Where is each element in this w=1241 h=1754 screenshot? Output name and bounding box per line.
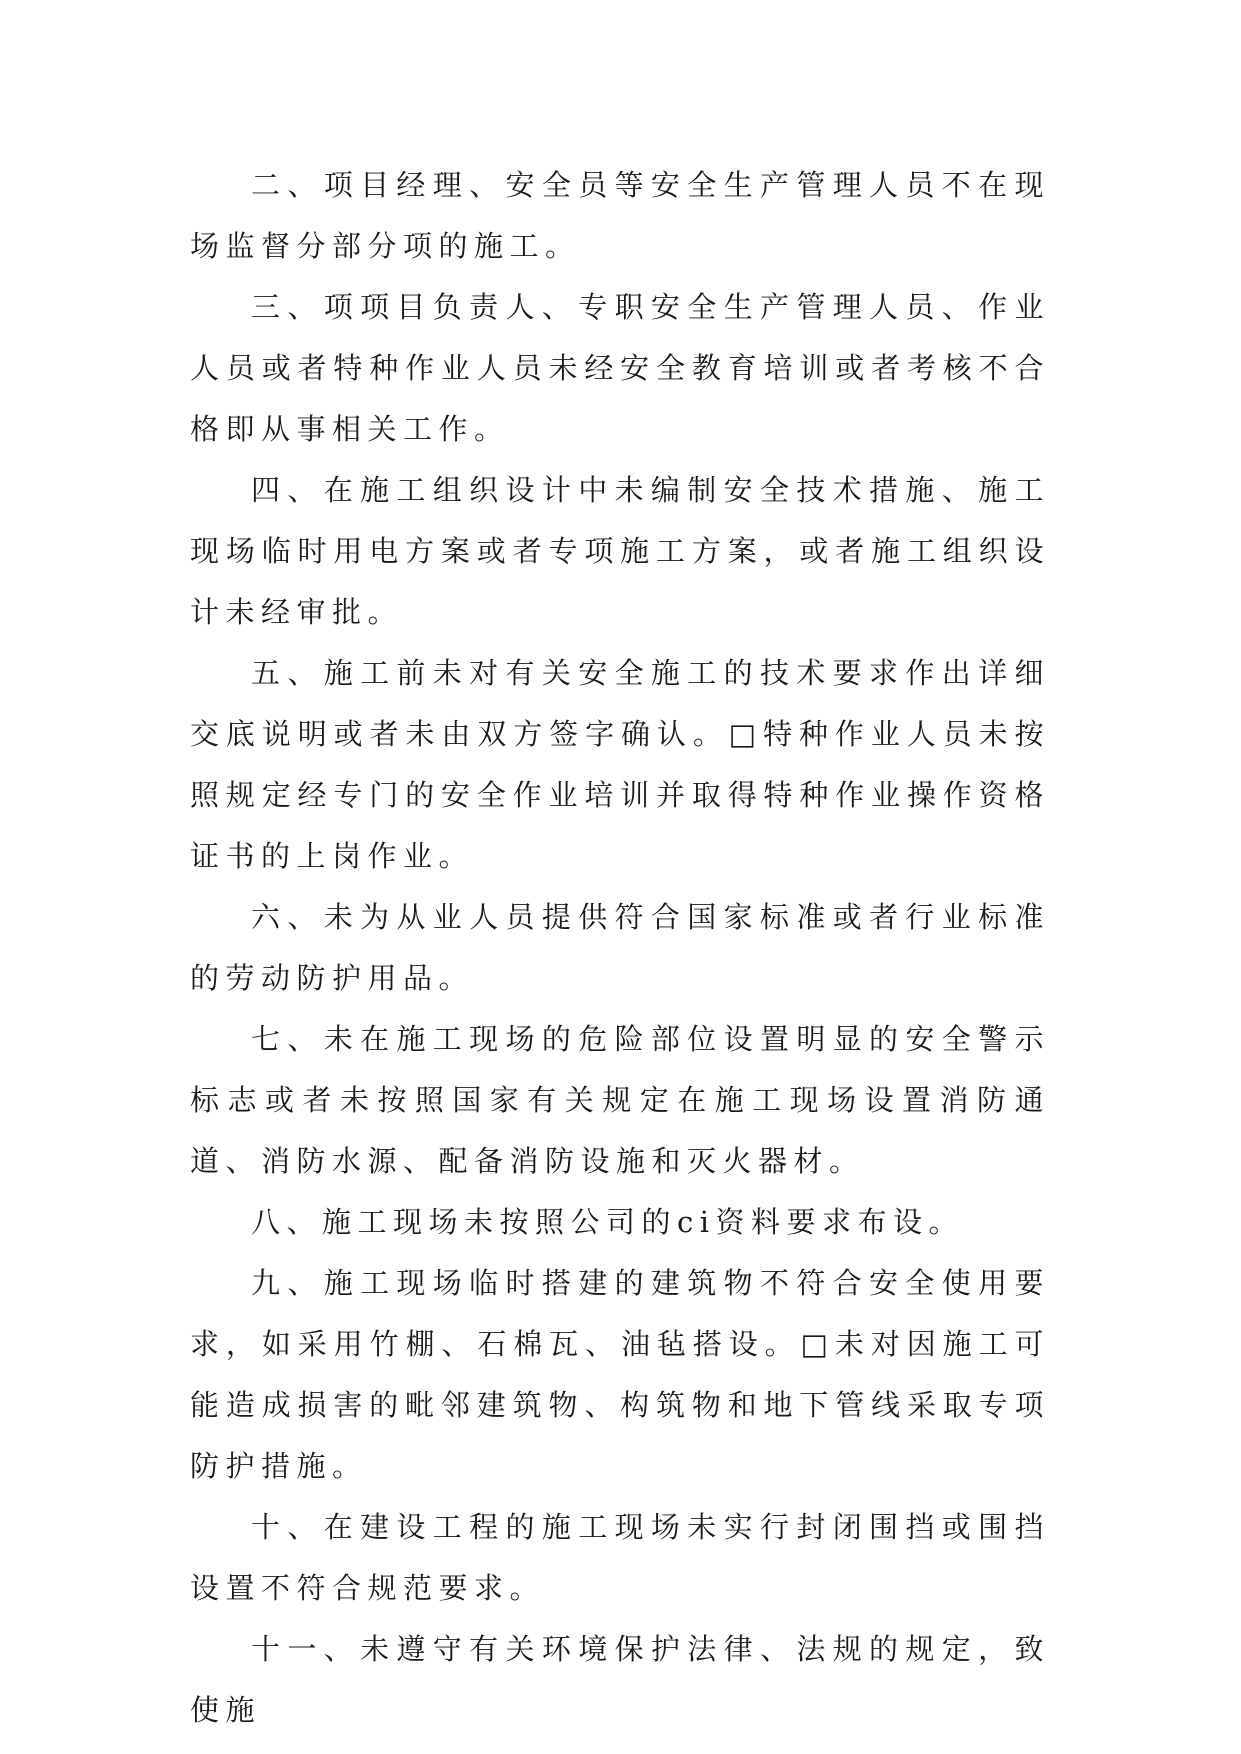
paragraph-3: 三、项项目负责人、专职安全生产管理人员、作业人员或者特种作业人员未经安全教育培训或者考核不合格即从事相关工作。 (190, 290, 1050, 446)
paragraph-6: 六、未为从业人员提供符合国家标准或者行业标准的劳动防护用品。 (190, 900, 1050, 995)
paragraph-7: 七、未在施工现场的危险部位设置明显的安全警示标志或者未按照国家有关规定在施工现场设置消防通道、消防水源、配备消防设施和灭火器材。 (190, 1022, 1050, 1178)
paragraph-5: 五、施工前未对有关安全施工的技术要求作出详细交底说明或者未由双方签字确认。□特种作业人员未按照规定经专门的安全作业培训并取得特种作业操作资格证书的上岗作业。 (190, 656, 1050, 873)
paragraph-11: 十一、未遵守有关环境保护法律、法规的规定，致使施 (190, 1632, 1050, 1727)
paragraph-8: 八、施工现场未按照公司的ci资料要求布设。 (251, 1205, 965, 1239)
paragraph-9: 九、施工现场临时搭建的建筑物不符合安全使用要求，如采用竹棚、石棉瓦、油毡搭设。□未对因施工可能造成损害的毗邻建筑物、构筑物和地下管线采取专项防护措施。 (190, 1266, 1050, 1483)
document-body (190, 155, 1050, 1741)
paragraph-2: 二、项目经理、安全员等安全生产管理人员不在现场监督分部分项的施工。 (190, 168, 1050, 263)
paragraph-10: 十、在建设工程的施工现场未实行封闭围挡或围挡设置不符合规范要求。 (190, 1510, 1050, 1605)
paragraph-4: 四、在施工组织设计中未编制安全技术措施、施工现场临时用电方案或者专项施工方案，或者施工组织设计未经审批。 (190, 473, 1050, 629)
